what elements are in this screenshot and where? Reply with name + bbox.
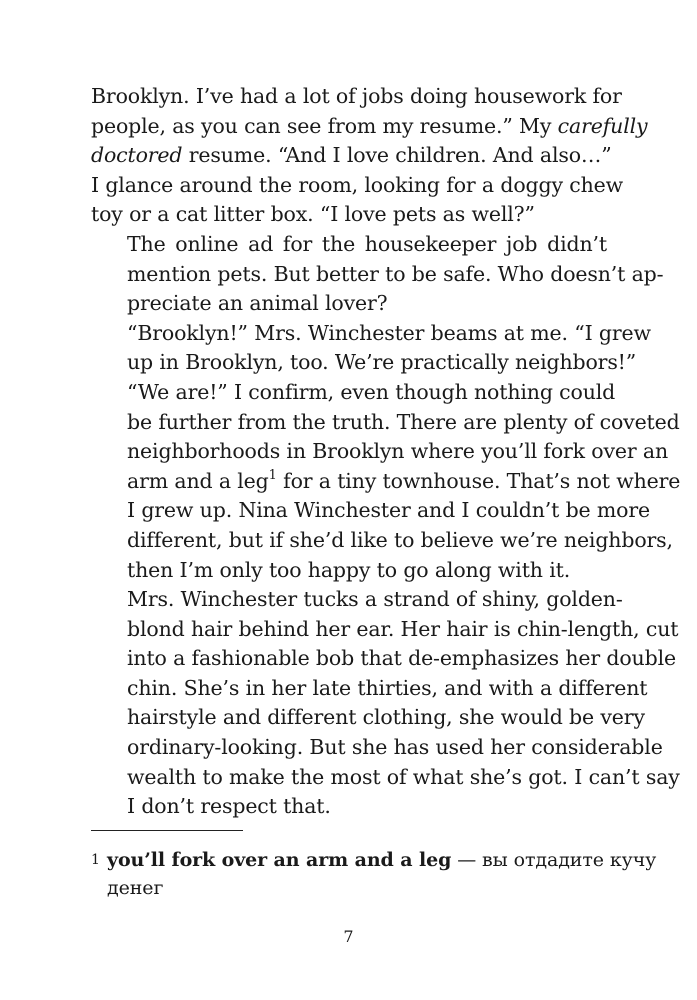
text-line: I glance around the room, looking for a doggy chew — [91, 172, 624, 197]
text-line: into a fashionable bob that de-emphasizes her double — [127, 646, 676, 671]
paragraph-5 — [91, 585, 680, 822]
text-line: preciate an animal lover? — [127, 291, 388, 316]
text-line: be further from the truth. There are plenty of coveted — [127, 409, 680, 434]
text-line: ordinary-looking. But she has used her considerable — [127, 735, 663, 760]
text-span: for a tiny townhouse. That’s not where — [276, 468, 681, 493]
text-line — [91, 141, 612, 171]
text-line: up in Brooklyn, too. We’re practically neighbors!” — [127, 350, 637, 375]
paragraph-2 — [91, 230, 664, 319]
text-line: blond hair behind her ear. Her hair is chin-length, cut — [127, 616, 679, 641]
text-line: The online ad for the housekeeper job didn’t — [127, 231, 607, 256]
footnote-divider — [91, 830, 243, 831]
footnote-number: 1 — [91, 852, 100, 868]
text-line: hairstyle and different clothing, she would be very — [127, 705, 645, 730]
text-line: I grew up. Nina Winchester and I couldn’t be more — [127, 498, 651, 523]
footnote-line — [107, 846, 657, 874]
text-span: resume. “And I love children. And also…” — [182, 143, 612, 168]
text-line: wealth to make the most of what she’s got. I can’t say — [127, 764, 680, 789]
text-line: then I’m only too happy to go along with it. — [127, 557, 571, 582]
text-line: Brooklyn. I’ve had a lot of jobs doing housework for — [91, 84, 622, 108]
text-line — [91, 112, 648, 142]
emphasis: doctored — [91, 143, 183, 168]
emphasis: carefully — [557, 113, 648, 138]
footnote-reference[interactable]: 1 — [268, 467, 277, 483]
paragraph-3 — [91, 319, 651, 378]
text-line: mention pets. But better to be safe. Who doesn’t ap- — [127, 261, 664, 286]
text-line: different, but if she’d like to believe we’re neighbors, — [127, 527, 673, 552]
text-line — [91, 467, 681, 497]
footnote-term: you’ll fork over an arm and a leg — [107, 849, 452, 871]
text-span: arm and a leg — [127, 468, 269, 493]
text-line: I don’t respect that. — [127, 794, 331, 819]
text-line: “Brooklyn!” Mrs. Winchester beams at me. “I grew — [127, 320, 651, 345]
footnote-body — [107, 846, 657, 902]
text-line: neighborhoods in Brooklyn where you’ll fork over an — [127, 439, 669, 464]
footnote — [91, 846, 657, 902]
paragraph-1 — [91, 82, 648, 230]
page-number: 7 — [343, 927, 354, 946]
footnote-line: денег — [107, 877, 164, 899]
page-body — [91, 82, 681, 822]
paragraph-4 — [91, 378, 681, 585]
text-line: “We are!” I confirm, even though nothing could — [127, 379, 616, 404]
footnote-translation: — вы отдадите кучу — [451, 849, 657, 871]
text-span: people, as you can see from my resume.” My — [91, 113, 552, 138]
text-line: toy or a cat litter box. “I love pets as well?” — [91, 202, 535, 227]
text-line: Mrs. Winchester tucks a strand of shiny, golden- — [127, 587, 623, 612]
text-line: chin. She’s in her late thirties, and with a different — [127, 675, 648, 700]
